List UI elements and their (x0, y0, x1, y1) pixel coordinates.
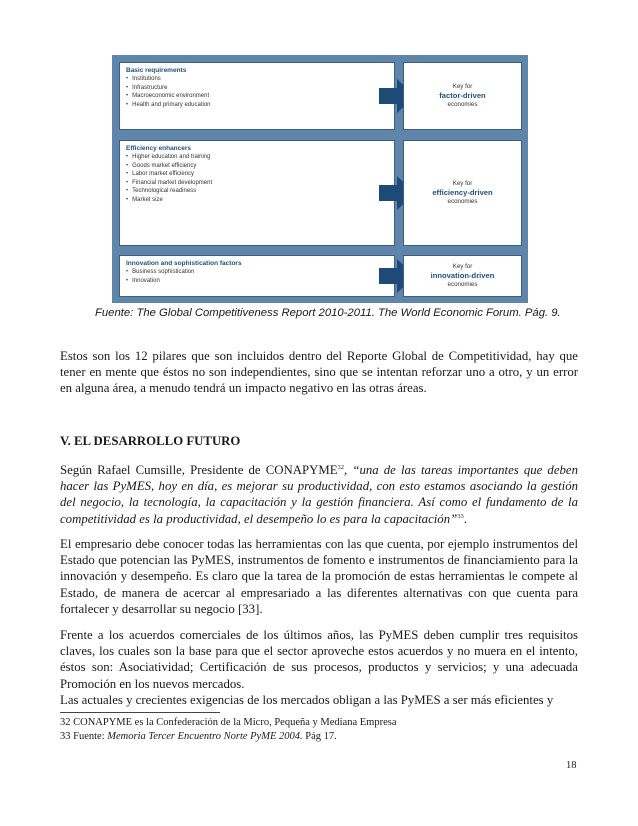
key-for-label: Key for (452, 180, 473, 187)
basic-requirements-list (126, 75, 388, 109)
footnote-ref-32[interactable]: 32 (337, 464, 345, 471)
economies-label: economies (447, 281, 478, 288)
innovation-driven-box (403, 255, 522, 297)
list-item: • Higher education and training (126, 153, 388, 162)
innovation-factors-list (126, 268, 388, 285)
footnote-ref-33[interactable]: 33 (457, 512, 464, 520)
list-item: • Technological readiness (126, 187, 388, 196)
cumsille-end: . (463, 511, 467, 526)
footnote-32: 32 CONAPYME es la Confederación de la Micro, Pequeña y Mediana Empresa (60, 717, 397, 728)
footnote-33-title: Memoria Tercer Encuentro Norte PyME 2004. (107, 731, 303, 742)
footnote-separator (60, 712, 220, 713)
cumsille-quote: “una de las tareas importantes que deben hacer las PyMES, hoy en día, es mejorar su productividad, con esto estamos asociando la gestión del negocio, la tecnología, la capacitación y la gestión financiera. Así como el fundamento de la competitividad es la productividad, el desempeño lo es para la capacitación” (60, 463, 578, 526)
key-for-label: Key for (452, 263, 473, 270)
economies-label: economies (447, 101, 478, 108)
factor-driven-box (403, 62, 522, 130)
page-number: 18 (566, 760, 577, 771)
basic-requirements-box (119, 62, 395, 130)
section-heading: V. EL DESARROLLO FUTURO (60, 434, 241, 448)
stage-label: innovation-driven (430, 271, 495, 280)
efficiency-enhancers-title: Efficiency enhancers (126, 145, 192, 152)
efficiency-enhancers-list (126, 153, 388, 205)
list-item: • Financial market development (126, 179, 388, 188)
efficiency-driven-box (403, 140, 522, 246)
innovation-factors-box (119, 255, 395, 297)
basic-requirements-title: Basic requirements (126, 67, 187, 74)
stage-label: efficiency-driven (432, 188, 493, 197)
efficiency-enhancers-box (119, 140, 395, 246)
key-for-label: Key for (452, 83, 473, 90)
list-item: • Macroeconomic environment (126, 92, 388, 101)
figure-row-innovation (119, 255, 522, 297)
paragraph-cumsille (60, 462, 578, 527)
list-item: • Health and primary education (126, 101, 388, 110)
paragraph-acuerdos: Frente a los acuerdos comerciales de los últimos años, las PyMES deben cumplir tres requisitos claves, los cuales son la base para que el sector aproveche estos acuerdos y no muera en el intento, éstos son: Asociatividad; Certificación de sus procesos, productos y servicios; y una adecuada Promoción en los nuevos mercados. (60, 628, 578, 691)
figure-row-efficiency (119, 140, 522, 246)
footnote-33-suffix: Pág 17. (302, 731, 337, 742)
paragraph-empresario: El empresario debe conocer todas las herramientas con las que cuenta, por ejemplo instrumentos del Estado que potencian las PyMES, instrumentos de fomento e instrumentos de financiamiento para la innovación y desempeño. Es claro que la tarea de la promoción de estas herramientas le compete al Estado, de manera de acercar al empresariado a las diferentes alternativas con que cuenta para fortalecer y desarrollar su negocio [33]. (60, 537, 578, 616)
innovation-factors-title: Innovation and sophistication factors (126, 260, 242, 267)
footnote-33-prefix: 33 Fuente: (60, 731, 108, 742)
figure-source-caption: Fuente: The Global Competitiveness Report 2010-2011. The World Economic Forum. Pág. 9. (95, 307, 561, 319)
list-item: • Infrastructure (126, 84, 388, 93)
list-item: • Goods market efficiency (126, 162, 388, 171)
competitiveness-pillars-figure (112, 55, 528, 303)
cumsille-separator: , (344, 463, 353, 477)
economies-label: economies (447, 198, 478, 205)
list-item: • Labor market efficiency (126, 170, 388, 179)
paragraph-pillars: Estos son los 12 pilares que son incluidos dentro del Reporte Global de Competitividad, hay que tener en mente que éstos no son independientes, sino que se intentan reforzar uno a otro, y un error en alguna área, a menudo tendrá un impacto negativo en las otras áreas. (60, 349, 578, 396)
stage-label: factor-driven (439, 91, 486, 100)
footnote-33 (60, 730, 337, 743)
list-item: • Market size (126, 196, 388, 205)
paragraph-exigencias: Las actuales y crecientes exigencias de los mercados obligan a las PyMES a ser más eficientes y (60, 693, 554, 707)
list-item: • Business sophistication (126, 268, 388, 277)
list-item: • Innovation (126, 277, 388, 286)
list-item: • Institutions (126, 75, 388, 84)
cumsille-lead: Según Rafael Cumsille, Presidente de CONAPYME (60, 463, 338, 477)
figure-row-basic (119, 62, 522, 130)
